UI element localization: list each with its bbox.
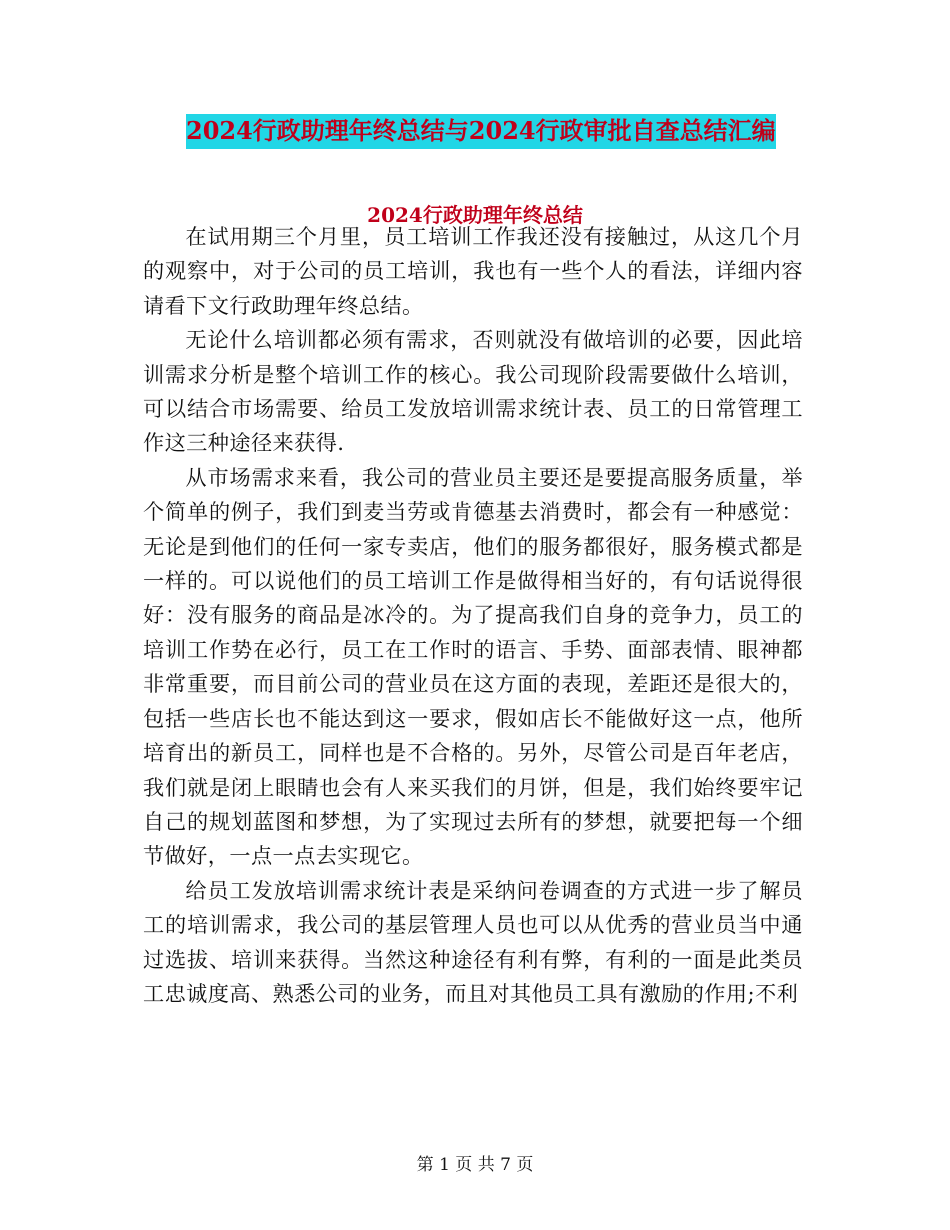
section-title: 2024行政助理年终总结 — [367, 203, 583, 227]
paragraph: 在试用期三个月里，员工培训工作我还没有接触过，从这几个月的观察中，对于公司的员工培训，我也有一些个人的看法，详细内容请看下文行政助理年终总结。 — [143, 224, 803, 318]
paragraph: 无论什么培训都必须有需求，否则就没有做培训的必要，因此培训需求分析是整个培训工作的核心。我公司现阶段需要做什么培训，可以结合市场需要、给员工发放培训需求统计表、员工的日常管理工作这三种途径来获得. — [143, 327, 803, 456]
paragraph: 给员工发放培训需求统计表是采纳问卷调查的方式进一步了解员工的培训需求，我公司的基层管理人员也可以从优秀的营业员当中通过选拔、培训来获得。当然这种途径有利有弊，有利的一面是此类员工忠诚度高、熟悉公司的业务，而且对其他员工具有激励的作用;不利 — [143, 877, 803, 1006]
document-title — [186, 112, 808, 150]
page-number-footer: 第 1 页 共 7 页 — [416, 1155, 534, 1175]
paragraph: 从市场需求来看，我公司的营业员主要还是要提高服务质量，举个简单的例子，我们到麦当劳或肯德基去消费时，都会有一种感觉：无论是到他们的任何一家专卖店，他们的服务都很好，服务模式都是一样的。可以说他们的员工培训工作是做得相当好的，有句话说得很好：没有服务的商品是冰冷的。为了提高我们自身的竞争力，员工的培训工作势在必行，员工在工作时的语言、手势、面部表情、眼神都非常重要，而目前公司的营业员在这方面的表现，差距还是很大的，包括一些店长也不能达到这一要求，假如店长不能做好这一点，他所培育出的新员工，同样也是不合格的。另外，尽管公司是百年老店，我们就是闭上眼睛也会有人来买我们的月饼，但是，我们始终要牢记自己的规划蓝图和梦想，为了实现过去所有的梦想，就要把每一个细节做好，一点一点去实现它。 — [143, 464, 803, 869]
document-title-text: 2024行政助理年终总结与2024行政审批自查总结汇编 — [186, 114, 776, 149]
document-body — [143, 220, 803, 1011]
